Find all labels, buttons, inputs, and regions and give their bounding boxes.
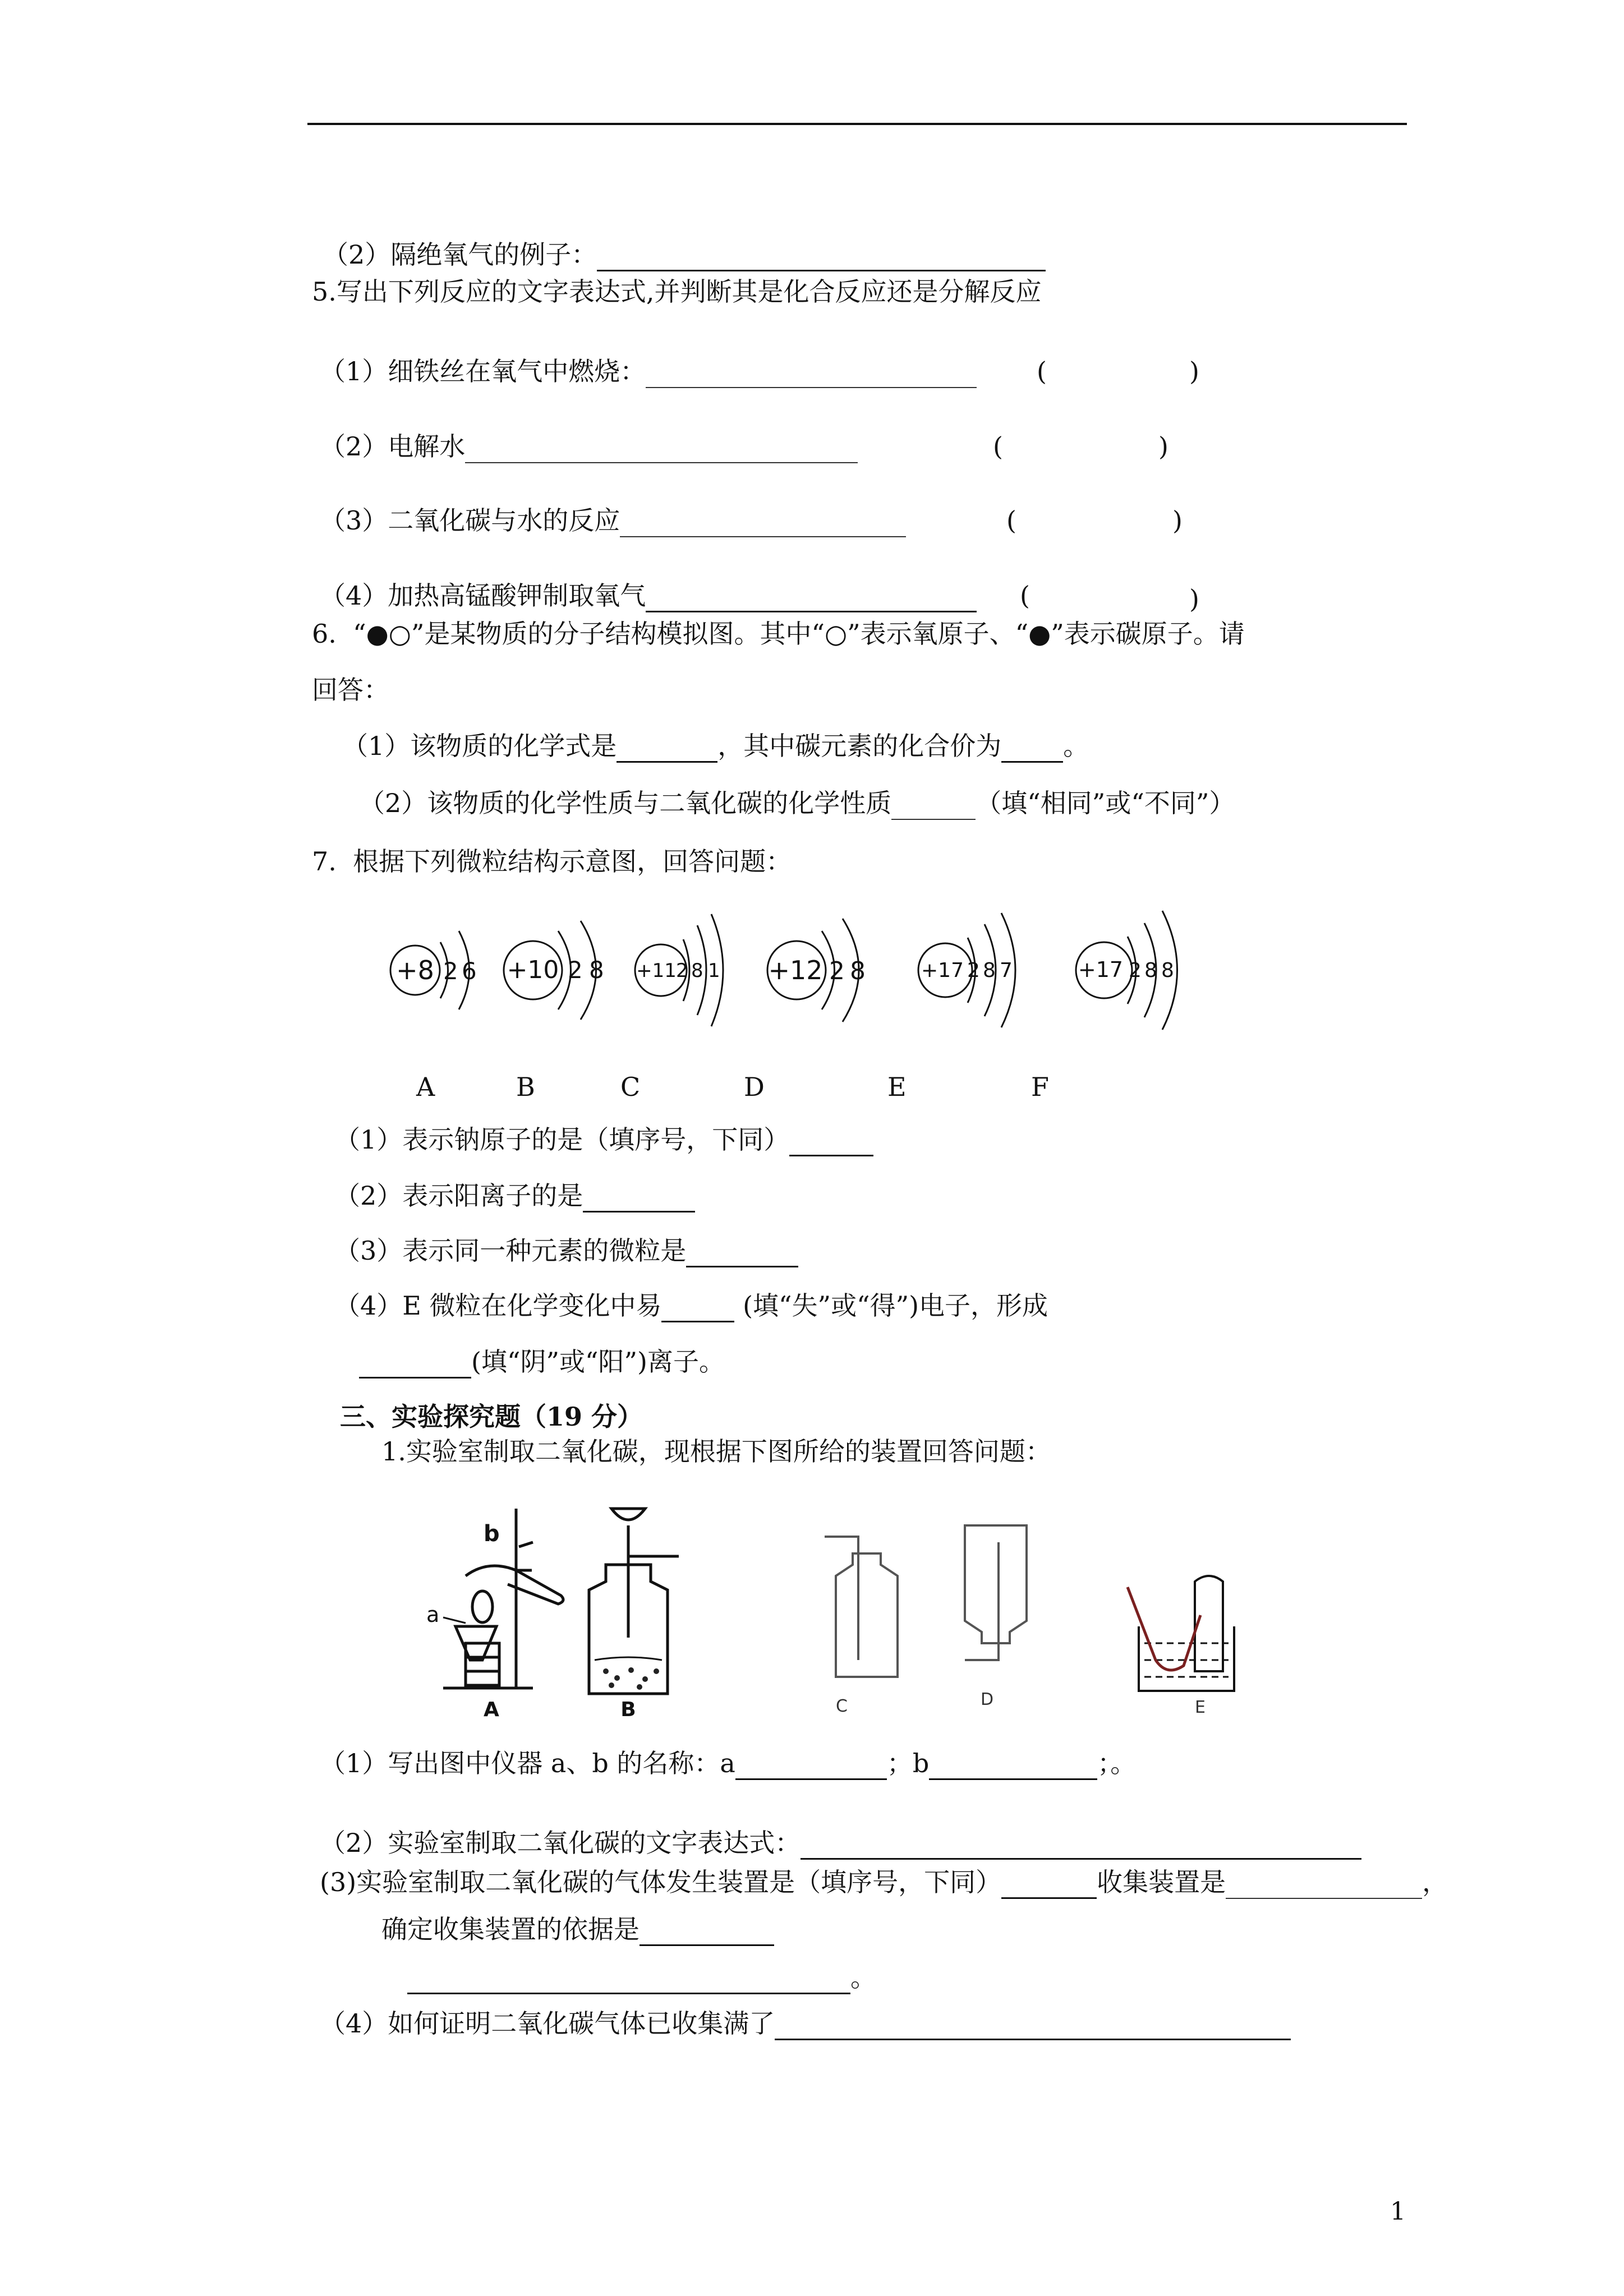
answer-blank[interactable] <box>775 2011 1291 2040</box>
label-A: A <box>484 1698 499 1721</box>
diagram-letter-a: A <box>416 1072 435 1102</box>
diagram-letter-b: B <box>516 1072 535 1102</box>
electrons-e-2: 8 <box>983 959 996 982</box>
paren-close: ) <box>1158 431 1168 462</box>
apparatus-a <box>443 1509 563 1688</box>
paren-open: ( <box>1037 356 1047 386</box>
label-b: b <box>484 1521 500 1547</box>
electrons-a-2: 6 <box>462 957 477 985</box>
electrons-d-2: 8 <box>850 957 866 985</box>
q7-sub1: （1）表示钠原子的是（填序号，下同） <box>334 1123 873 1156</box>
electrons-b-1: 2 <box>568 956 583 984</box>
diagram-letter-f: F <box>1031 1072 1049 1102</box>
electrons-e-1: 2 <box>967 959 980 982</box>
nucleus-b: +10 <box>507 956 559 984</box>
answer-blank[interactable] <box>407 1965 850 1994</box>
answer-blank[interactable] <box>617 733 717 763</box>
answer-blank[interactable] <box>789 1127 873 1156</box>
paren-open: ( <box>1020 580 1030 611</box>
q6-line1: 6. “●○”是某物质的分子结构模拟图。其中“○”表示氧原子、“●”表示碳原子。请 <box>312 619 1245 649</box>
paren-close: ) <box>1189 584 1199 614</box>
section3-sub2: （2）实验室制取二氧化碳的文字表达式： <box>320 1826 1361 1860</box>
electrons-a-1: 2 <box>443 957 458 985</box>
header-rule <box>307 123 1407 125</box>
answer-blank[interactable] <box>661 1293 734 1322</box>
apparatus-diagram <box>0 1492 1624 1739</box>
electrons-b-2: 8 <box>589 956 604 984</box>
apparatus-d <box>965 1525 1027 1660</box>
q7-sub4-cont: (填“阴”或“阳”)离子。 <box>359 1345 725 1378</box>
q5-item-1: （1）细铁丝在氧气中燃烧： <box>320 354 977 388</box>
label-a: a <box>426 1602 440 1627</box>
q5-item-4: （4）加热高锰酸钾制取氧气 <box>320 579 977 612</box>
diagram-letter-c: C <box>620 1072 641 1102</box>
electrons-e-3: 7 <box>1000 959 1013 982</box>
answer-blank[interactable] <box>646 583 977 612</box>
nucleus-a: +8 <box>396 955 434 985</box>
section3-sub3-basis: 确定收集装置的依据是 <box>381 1912 774 1946</box>
answer-blank[interactable] <box>620 508 906 537</box>
paren-open: ( <box>993 431 1003 462</box>
section3-title: 三、实验探究题（19 分） <box>340 1401 643 1432</box>
answer-blank[interactable] <box>465 434 858 463</box>
q7-title: 7. 根据下列微粒结构示意图，回答问题： <box>312 846 792 877</box>
q7-sub3: （3）表示同一种元素的微粒是 <box>334 1234 798 1267</box>
electrons-c-1: 2 <box>676 960 688 982</box>
paren-close: ) <box>1189 356 1199 386</box>
q5-title: 5.写出下列反应的文字表达式,并判断其是化合反应还是分解反应 <box>312 276 1042 307</box>
answer-blank[interactable] <box>686 1238 798 1267</box>
q6-sub1: （1）该物质的化学式是 ，其中碳元素的化合价为 。 <box>342 729 1089 763</box>
q7-sub2: （2）表示阳离子的是 <box>334 1179 695 1212</box>
electrons-f-2: 8 <box>1144 959 1157 982</box>
section3-q1-title: 1.实验室制取二氧化碳，现根据下图所给的装置回答问题： <box>381 1436 1051 1467</box>
q6-sub2: （2）该物质的化学性质与二氧化碳的化学性质 （填“相同”或“不同”） <box>359 786 1235 820</box>
electrons-f-1: 2 <box>1129 959 1142 982</box>
q5-item-2: （2）电解水 <box>320 430 858 463</box>
answer-blank[interactable] <box>359 1349 471 1378</box>
answer-blank[interactable] <box>640 1916 774 1946</box>
page-number: 1 <box>1390 2197 1406 2226</box>
paren-open: ( <box>1006 505 1016 536</box>
label-D: D <box>981 1690 994 1709</box>
electrons-c-3: 1 <box>708 960 720 982</box>
electrons-d-1: 2 <box>829 957 845 985</box>
electrons-c-2: 8 <box>691 960 703 982</box>
section3-sub3-cont: 。 <box>407 1961 876 1994</box>
answer-blank[interactable] <box>801 1830 1361 1860</box>
answer-blank[interactable] <box>1226 1870 1422 1899</box>
nucleus-f: +17 <box>1078 957 1124 982</box>
answer-blank[interactable] <box>1001 1869 1097 1899</box>
apparatus-e <box>1128 1576 1234 1691</box>
answer-blank[interactable] <box>583 1183 695 1212</box>
label-E: E <box>1195 1698 1206 1717</box>
q7-sub4: （4）E 微粒在化学变化中易 (填“失”或“得”)电子，形成 <box>334 1289 1048 1322</box>
answer-blank[interactable] <box>929 1750 1097 1780</box>
answer-blank[interactable] <box>597 242 1046 271</box>
atomic-structure-diagrams <box>0 886 1624 1122</box>
label-C: C <box>836 1696 848 1716</box>
q5-item-3: （3）二氧化碳与水的反应 <box>320 504 906 537</box>
apparatus-b <box>589 1509 679 1694</box>
apparatus-c <box>825 1537 898 1677</box>
q4-sub2: （2）隔绝氧气的例子： <box>323 238 1046 271</box>
section3-sub4: （4）如何证明二氧化碳气体已收集满了 <box>320 2007 1291 2040</box>
diagram-letter-d: D <box>744 1072 765 1102</box>
q6-line2: 回答： <box>312 675 389 705</box>
section3-sub1: （1）写出图中仪器 a、b 的名称：a ；b ；。 <box>320 1746 1136 1780</box>
paren-close: ) <box>1172 505 1183 536</box>
answer-blank[interactable] <box>646 359 977 388</box>
nucleus-c: +11 <box>636 960 677 982</box>
answer-blank[interactable] <box>735 1750 887 1780</box>
answer-blank[interactable] <box>891 791 976 820</box>
answer-blank[interactable] <box>1001 733 1063 763</box>
electrons-f-3: 8 <box>1161 959 1174 982</box>
nucleus-d: +12 <box>768 955 823 985</box>
section3-sub3: (3)实验室制取二氧化碳的气体发生装置是（填序号，下同） 收集装置是 ， <box>320 1865 1448 1899</box>
diagram-letter-e: E <box>887 1072 907 1102</box>
label-B: B <box>620 1698 636 1721</box>
nucleus-e: +17 <box>921 959 964 982</box>
